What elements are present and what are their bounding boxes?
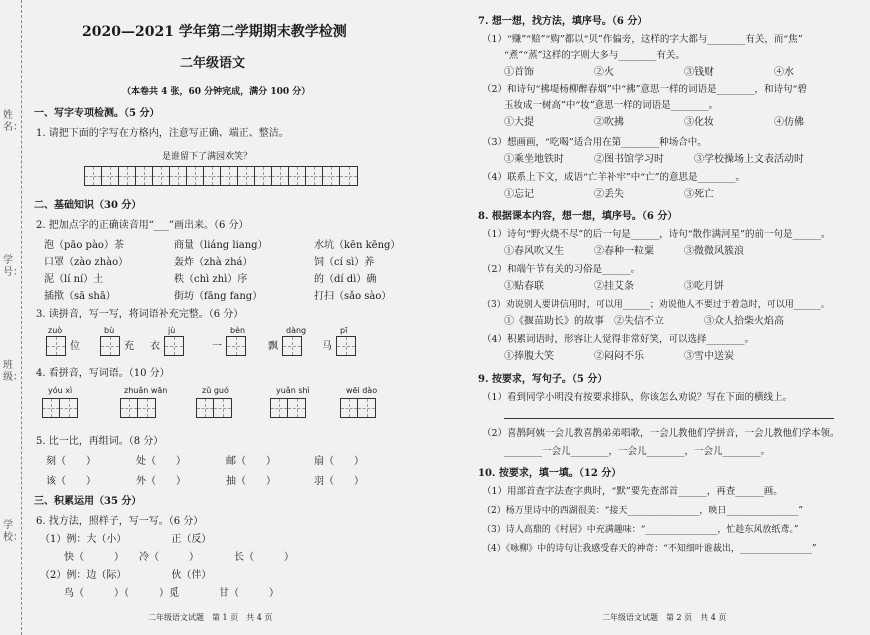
q5-item[interactable]: 抽（ ）: [226, 476, 276, 487]
q8-2-text: （2）和端午节有关的习俗是______。: [482, 264, 641, 275]
q5-item[interactable]: 扇（ ）: [314, 456, 364, 467]
school-label: 学校：: [3, 520, 23, 543]
q2-item[interactable]: 秩（chì zhì）序: [174, 274, 248, 285]
question-3: 3. 读拼音，写一写，将词语补充完整。（6 分）: [36, 309, 244, 320]
q5-item[interactable]: 该（ ）: [46, 476, 96, 487]
q3-pinyin: dàng: [286, 326, 307, 335]
q4-pinyin: wēi dào: [346, 386, 378, 395]
q4-pinyin: zhuǎn wān: [124, 386, 168, 395]
q8-2-option[interactable]: ②挂艾条: [594, 281, 634, 292]
class-label: 班级：: [3, 360, 23, 383]
question-7: 7. 想一想，找方法，填序号。（6 分）: [478, 16, 648, 27]
q7-4-text: （4）联系上下文，成语“亡羊补牢”中“亡”的意思是________。: [482, 172, 745, 183]
q4-answer-grid[interactable]: [270, 398, 306, 418]
q3-char: 衣: [150, 341, 160, 352]
q3-char: 一: [212, 341, 222, 352]
q8-2-option[interactable]: ③吃月饼: [684, 281, 724, 292]
question-8: 8. 根据课本内容，想一想，填序号。（6 分）: [478, 211, 678, 222]
q8-3-option[interactable]: ③众人拾柴火焰高: [704, 316, 784, 327]
q8-4-text: （4）积累词语时，形容让人觉得非常好笑，可以选择________。: [482, 334, 755, 345]
binding-margin: [0, 0, 22, 635]
q3-pinyin: bù: [104, 326, 115, 335]
q2-item[interactable]: 水坑（kēn kēng）: [314, 240, 401, 251]
q3-char: 马: [322, 341, 332, 352]
q5-item[interactable]: 刻（ ）: [46, 456, 96, 467]
q2-item[interactable]: 饲（cí sì）养: [314, 257, 375, 268]
q4-pinyin: yuǎn shì: [276, 386, 310, 395]
q7-2-text: （2）和诗句“拂堤杨柳醉春烟”中“拂”意思一样的词语是________，和诗句“碧: [482, 84, 807, 95]
exam-title: 2020—2021 学年第二学期期末教学检测: [82, 24, 347, 40]
q9-1-text: （1）看到同学小明没有按要求排队，你该怎么劝说？写在下面的横线上。: [482, 392, 793, 403]
q5-item[interactable]: 外（ ）: [136, 476, 186, 487]
q3-answer-box[interactable]: [282, 336, 302, 356]
question-4: 4. 看拼音，写词语。（10 分）: [36, 368, 170, 379]
q6-2-blanks[interactable]: 鸟（ ）（ ）觅 甘（ ）: [64, 588, 279, 599]
q8-4-option[interactable]: ①捧腹大笑: [504, 351, 554, 362]
q2-item[interactable]: 轰炸（zhà zhá）: [174, 257, 253, 268]
q4-answer-grid[interactable]: [340, 398, 376, 418]
q8-3-option[interactable]: ②失信不立: [614, 316, 664, 327]
exam-page-1: [24, 0, 434, 635]
q6-1-example: （1）例：大（小） 正（反）: [40, 534, 212, 545]
q3-char: 飘: [268, 341, 278, 352]
q2-item[interactable]: 商量（liáng liang）: [174, 240, 268, 251]
q7-1-option[interactable]: ④水: [774, 67, 794, 78]
q4-answer-grid[interactable]: [42, 398, 78, 418]
q2-item[interactable]: 口罩（zào zhào）: [44, 257, 129, 268]
q7-2-option[interactable]: ①大提: [504, 117, 534, 128]
q4-answer-grid[interactable]: [120, 398, 156, 418]
q7-4-option[interactable]: ③死亡: [684, 189, 714, 200]
q1-writing-grid[interactable]: [84, 166, 358, 186]
q3-char: 位: [70, 341, 80, 352]
q7-3-option[interactable]: ①乘坐地铁时: [504, 154, 564, 165]
q7-1-option[interactable]: ③钱财: [684, 67, 714, 78]
question-5: 5. 比一比，再组词。（8 分）: [36, 436, 164, 447]
q6-1-blanks[interactable]: 快（ ） 冷（ ） 长（ ）: [64, 552, 294, 563]
q7-4-option[interactable]: ②丢失: [594, 189, 624, 200]
name-label: 姓名：: [3, 110, 23, 133]
q3-answer-box[interactable]: [226, 336, 246, 356]
q3-pinyin: zuò: [48, 326, 63, 335]
q8-1-option[interactable]: ①春风吹又生: [504, 246, 564, 257]
q3-answer-box[interactable]: [100, 336, 120, 356]
section-1-heading: 一、写字专项检测。（5 分）: [34, 108, 160, 119]
q3-char: 充: [124, 341, 134, 352]
section-2-heading: 二、基础知识（30 分）: [34, 200, 142, 211]
q7-3-option[interactable]: ②图书馆学习时: [594, 154, 664, 165]
q7-3-text: （3）想画画，“吃喝”适合用在第________种场合中。: [482, 137, 707, 148]
question-1: 1. 请把下面的字写在方格内，注意写正确、端正、整洁。: [36, 128, 289, 139]
q5-item[interactable]: 羽（ ）: [314, 476, 364, 487]
q2-item[interactable]: 泡（pāo pào）茶: [44, 240, 124, 251]
q7-1-text: （1）“赚”“赔”“购”都以“贝”作偏旁，这样的字大都与________有关，而“焦”: [482, 34, 803, 45]
question-10: 10. 按要求，填一填。（12 分）: [478, 468, 622, 479]
q9-2-text: （2）喜鹊阿姨一会儿教喜鹊弟弟唱歌，一会儿教他们学拼音，一会儿教他们学本领。: [482, 428, 840, 439]
q8-3-text: （3）劝说别人要讲信用时，可以用______；劝说他人不要过于着急时，可以用______。: [482, 300, 830, 310]
q10-1-text[interactable]: （1）用部首查字法查字典时，“默”要先查部首______，再查______画。: [482, 486, 783, 497]
q2-item[interactable]: 街坊（fāng fang）: [174, 291, 263, 302]
q7-2-option[interactable]: ④仿佛: [774, 117, 804, 128]
q7-2-text-cont: 玉妆成一树高”中“妆”意思一样的词语是________。: [504, 100, 719, 111]
q8-4-option[interactable]: ③雪中送炭: [684, 351, 734, 362]
q2-item[interactable]: 泥（lí ní）土: [44, 274, 104, 285]
q10-4-text[interactable]: （4）《咏柳》中的诗句让我感受春天的神奇：“不知细叶谁裁出，________________”: [482, 544, 817, 554]
q8-1-option[interactable]: ②春种一粒粟: [594, 246, 654, 257]
q3-answer-box[interactable]: [336, 336, 356, 356]
q10-3-text[interactable]: （3）诗人高鼎的《村居》中充满趣味：“________________，忙趁东风放纸鸢。”: [482, 525, 799, 535]
question-2: 2. 把加点字的正确读音用“___”画出来。（6 分）: [36, 220, 249, 231]
q7-2-option[interactable]: ②吹拂: [594, 117, 624, 128]
q9-1-answer-line[interactable]: [504, 418, 834, 419]
q3-pinyin: pī: [340, 326, 348, 335]
q7-1-option[interactable]: ②火: [594, 67, 614, 78]
q8-4-option[interactable]: ②闷闷不乐: [594, 351, 644, 362]
q3-pinyin: jù: [168, 326, 176, 335]
question-6: 6. 找方法，照样子，写一写。（6 分）: [36, 516, 204, 527]
q3-answer-box[interactable]: [46, 336, 66, 356]
q3-answer-box[interactable]: [164, 336, 184, 356]
section-3-heading: 三、积累运用（35 分）: [34, 496, 142, 507]
page-2-footer: 二年级语文试题 第 2 页 共 4 页: [602, 613, 727, 622]
exam-subtitle: 二年级语文: [180, 56, 246, 71]
q9-2-blanks[interactable]: ________一会儿________，一会儿________，一会儿________。: [504, 446, 771, 457]
q8-1-option[interactable]: ③微微风簇浪: [684, 246, 744, 257]
q1-sentence: 是谁留下了满园欢笑？: [162, 152, 253, 162]
q8-1-text: （1）诗句“野火烧不尽”的后一句是______，诗句“散作满河星”的前一句是______。: [482, 229, 831, 240]
q10-2-text[interactable]: （2）杨万里诗中的西湖很美：“接天________________，映日________________”: [482, 506, 803, 516]
q7-1-text-cont: “煮”“蒸”这样的字则大多与________有关。: [504, 50, 685, 61]
q6-2-example: （2）例：边（际） 伙（伴）: [40, 570, 212, 581]
q7-4-option[interactable]: ①忘记: [504, 189, 534, 200]
q2-item[interactable]: 打扫（sǎo sào）: [314, 291, 392, 302]
q5-item[interactable]: 处（ ）: [136, 456, 186, 467]
q8-3-option[interactable]: ①《揠苗助长》的故事: [504, 316, 604, 327]
exam-note: （本卷共 4 张，60 分钟完成，满分 100 分）: [122, 87, 311, 97]
q5-item[interactable]: 邮（ ）: [226, 456, 276, 467]
q7-2-option[interactable]: ③化妆: [684, 117, 714, 128]
exam-page-2: [470, 0, 870, 635]
q4-answer-grid[interactable]: [196, 398, 232, 418]
q2-item[interactable]: 的（dí dì）确: [314, 274, 377, 285]
page-1-footer: 二年级语文试题 第 1 页 共 4 页: [148, 613, 273, 622]
q7-3-option[interactable]: ③学校操场上文表活动时: [694, 154, 804, 165]
q4-pinyin: yóu xì: [48, 386, 73, 395]
q8-2-option[interactable]: ①贴春联: [504, 281, 544, 292]
q7-1-option[interactable]: ①首饰: [504, 67, 534, 78]
q3-pinyin: bèn: [230, 326, 246, 335]
question-9: 9. 按要求，写句子。（5 分）: [478, 374, 608, 385]
student-id-label: 学号：: [3, 255, 23, 278]
q2-item[interactable]: 插揿（sā shā）: [44, 291, 116, 302]
q4-pinyin: zǔ guó: [202, 386, 229, 395]
